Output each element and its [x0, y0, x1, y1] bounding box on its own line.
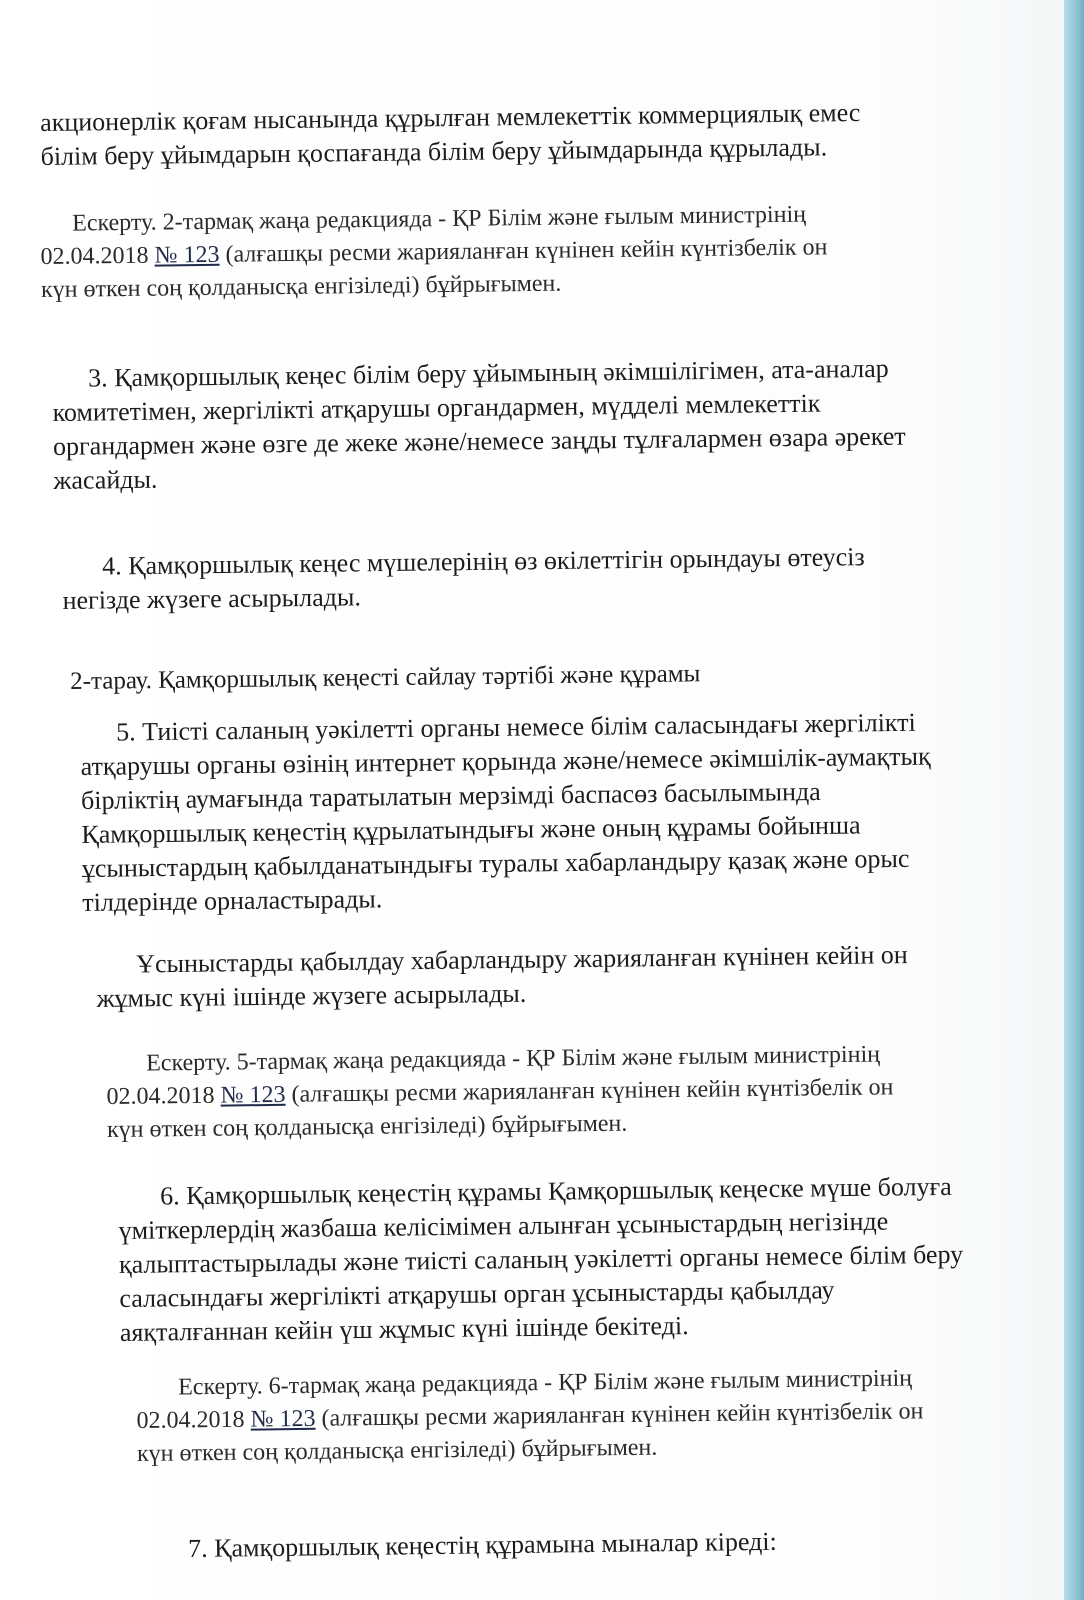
text-line: жасайды. — [53, 464, 158, 495]
text-line: бірліктің аумағында таратылатын мерзімді баспасөз басылымында — [80, 776, 821, 815]
paragraph-6 — [118, 1170, 964, 1350]
paragraph-5 — [80, 706, 932, 920]
note-line: Ескерту. 6-тармақ жаңа редакцияда - ҚР Білім және ғылым министрінің — [178, 1365, 913, 1401]
note-line: күн өткен соң қолданысқа енгізіледі) бұйрығымен. — [40, 270, 562, 303]
intro-paragraph — [40, 96, 861, 174]
text-line: комитетімен, жергілікті атқарушы органдармен, мүдделі мемлекеттік — [52, 388, 821, 427]
chapter-title: 2-тарау. Қамқоршылық кеңесті сайлау тәртібі және құрамы — [70, 660, 701, 695]
note-line-rest: (алғашқы ресми жарияланған күнінен кейін күнтізбелік он — [291, 1074, 894, 1108]
text-line: білім беру ұйымдарын қоспағанда білім беру ұйымдарында құрылады. — [40, 132, 828, 171]
note-line-rest: (алғашқы ресми жарияланған күнінен кейін күнтізбелік он — [225, 234, 828, 268]
paragraph-3 — [52, 352, 906, 498]
note-item-2 — [40, 198, 828, 307]
text-line: ұсыныстардың қабылданатындығы туралы хабарландыру қазақ және орыс — [81, 843, 910, 883]
text-line: негізде жүзеге асырылады. — [62, 582, 362, 615]
text-line: Ұсыныстарды қабылдау хабарландыру жарияланған күнінен кейін он — [136, 940, 908, 979]
text-line: Қамқоршылық кеңестің құрылатындығы және оның құрамы бойынша — [81, 810, 861, 849]
page-edge-shadow — [1064, 0, 1084, 1600]
paragraph-4 — [62, 540, 865, 618]
text-line: үміткерлердің жазбаша келісімімен алынған ұсыныстардың негізінде — [118, 1206, 889, 1245]
note-line: Ескерту. 5-тармақ жаңа редакцияда - ҚР Білім және ғылым министрінің — [146, 1041, 881, 1077]
paragraph-5-continuation — [96, 938, 908, 1016]
note-line-rest: (алғашқы ресми жарияланған күнінен кейін күнтізбелік он — [321, 1398, 924, 1432]
text-line: 3. Қамқоршылық кеңес білім беру ұйымының әкімшілігімен, ата-аналар — [88, 353, 889, 393]
note-item-5 — [106, 1038, 894, 1147]
order-link[interactable]: № 123 — [220, 1081, 286, 1109]
chapter-2-heading — [70, 657, 701, 699]
note-line: Ескерту. 2-тармақ жаңа редакцияда - ҚР Білім және ғылым министрінің — [72, 201, 807, 237]
text-line: органдармен және өзге де жеке және/немесе заңды тұлғалармен өзара әрекет — [52, 421, 906, 461]
text-line: 5. Тиісті саланың уәкілетті органы немесе білім саласындағы жергілікті — [116, 707, 916, 747]
paragraph-7 — [188, 1525, 777, 1566]
text-line: қалыптастырылады және тиісті саланың уәкілетті органы немесе білім беру — [118, 1239, 964, 1279]
text-line: тілдерінде орналастырады. — [82, 884, 383, 917]
text-line: саласындағы жергілікті атқарушы орган ұсыныстарды қабылдау — [119, 1275, 835, 1313]
text-line: 6. Қамқоршылық кеңестің құрамы Қамқоршылық кеңеске мүше болуға — [160, 1171, 952, 1211]
order-link[interactable]: № 123 — [250, 1405, 316, 1433]
note-item-6 — [136, 1362, 924, 1471]
text-line: 7. Қамқоршылық кеңестің құрамына мыналар кіреді: — [188, 1526, 777, 1563]
note-date: 02.04.2018 — [106, 1082, 215, 1110]
text-line: 4. Қамқоршылық кеңес мүшелерінің өз өкілеттігін орындауы өтеусіз — [102, 542, 865, 581]
text-line: аяқталғаннан кейін үш жұмыс күні ішінде бекітеді. — [119, 1311, 689, 1347]
note-line: күн өткен соң қолданысқа енгізіледі) бұйрығымен. — [136, 1434, 658, 1467]
note-line: күн өткен соң қолданысқа енгізіледі) бұйрығымен. — [106, 1110, 628, 1143]
note-date: 02.04.2018 — [136, 1406, 245, 1434]
text-line: атқарушы органы өзінің интернет қорында және/немесе әкімшілік-аумақтық — [80, 741, 931, 781]
order-link[interactable]: № 123 — [154, 241, 220, 269]
note-date: 02.04.2018 — [40, 242, 149, 270]
text-line: акционерлік қоғам нысанында құрылған мемлекеттік коммерциялық емес — [40, 97, 861, 137]
text-line: жұмыс күні ішінде жүзеге асырылады. — [96, 978, 527, 1013]
